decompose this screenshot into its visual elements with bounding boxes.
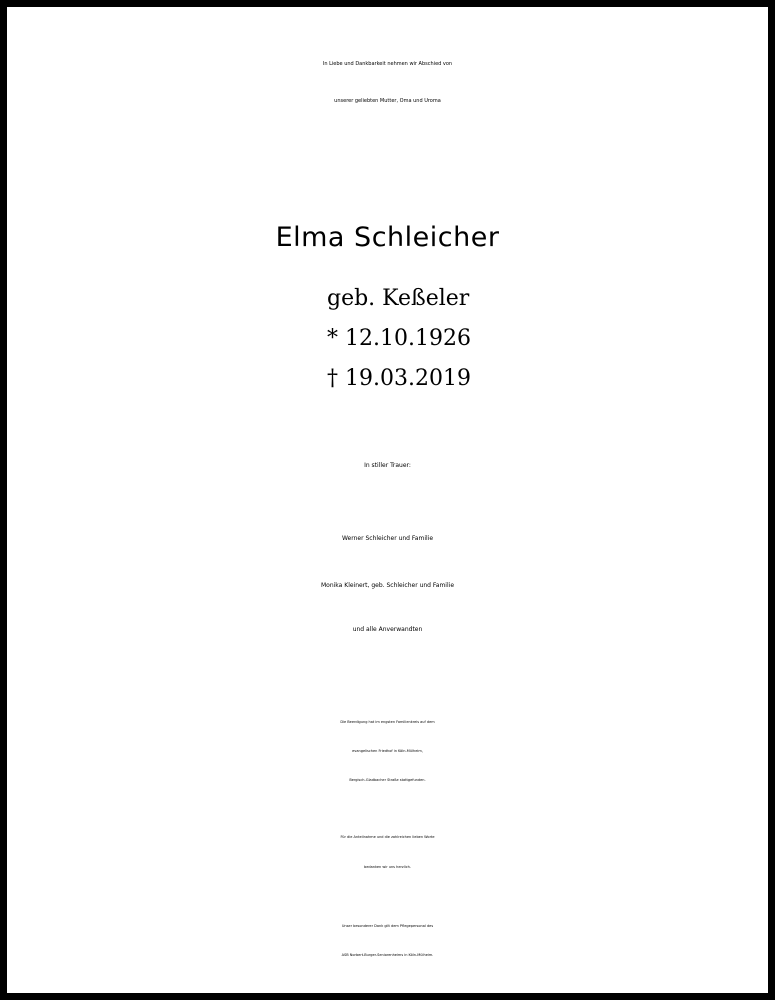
mourning-heading: In stiller Trauer: [364, 462, 411, 469]
burial-line: Bergisch-Gladbacher Straße stattgefunden. [349, 778, 426, 782]
birth-date: * 12.10.1926 [327, 326, 471, 351]
intro-line-2: unserer geliebten Mutter, Oma und Uroma [334, 98, 441, 104]
thanks-line: Für die Anteilnahme und die zahlreichen lieben Worte [340, 835, 435, 839]
mourner-line: und alle Anverwandten [352, 626, 423, 633]
thanks-line: bedanken wir uns herzlich. [364, 865, 411, 869]
burial-line: evangelischen Friedhof in Köln-Mülheim, [352, 749, 423, 753]
special-thanks-line: Unser besonderer Dank gilt dem Pflegepersonal des [341, 924, 434, 928]
intro-line-1: In Liebe und Dankbarkeit nehmen wir Abschied von [322, 61, 453, 67]
deceased-name: Elma Schleicher [275, 222, 500, 253]
special-thanks-line: ASB Norbert-Burger-Seniorenheims in Köln-Mülheim. [341, 953, 434, 957]
mourner-line: Monika Kleinert, geb. Schleicher und Familie [320, 582, 455, 589]
mourner-line: Werner Schleicher und Familie [341, 535, 434, 542]
burial-line: Die Beerdigung hat im engsten Familienkreis auf dem [340, 720, 435, 724]
death-date: † 19.03.2019 [327, 366, 471, 391]
maiden-name: geb. Keßeler [327, 286, 470, 311]
